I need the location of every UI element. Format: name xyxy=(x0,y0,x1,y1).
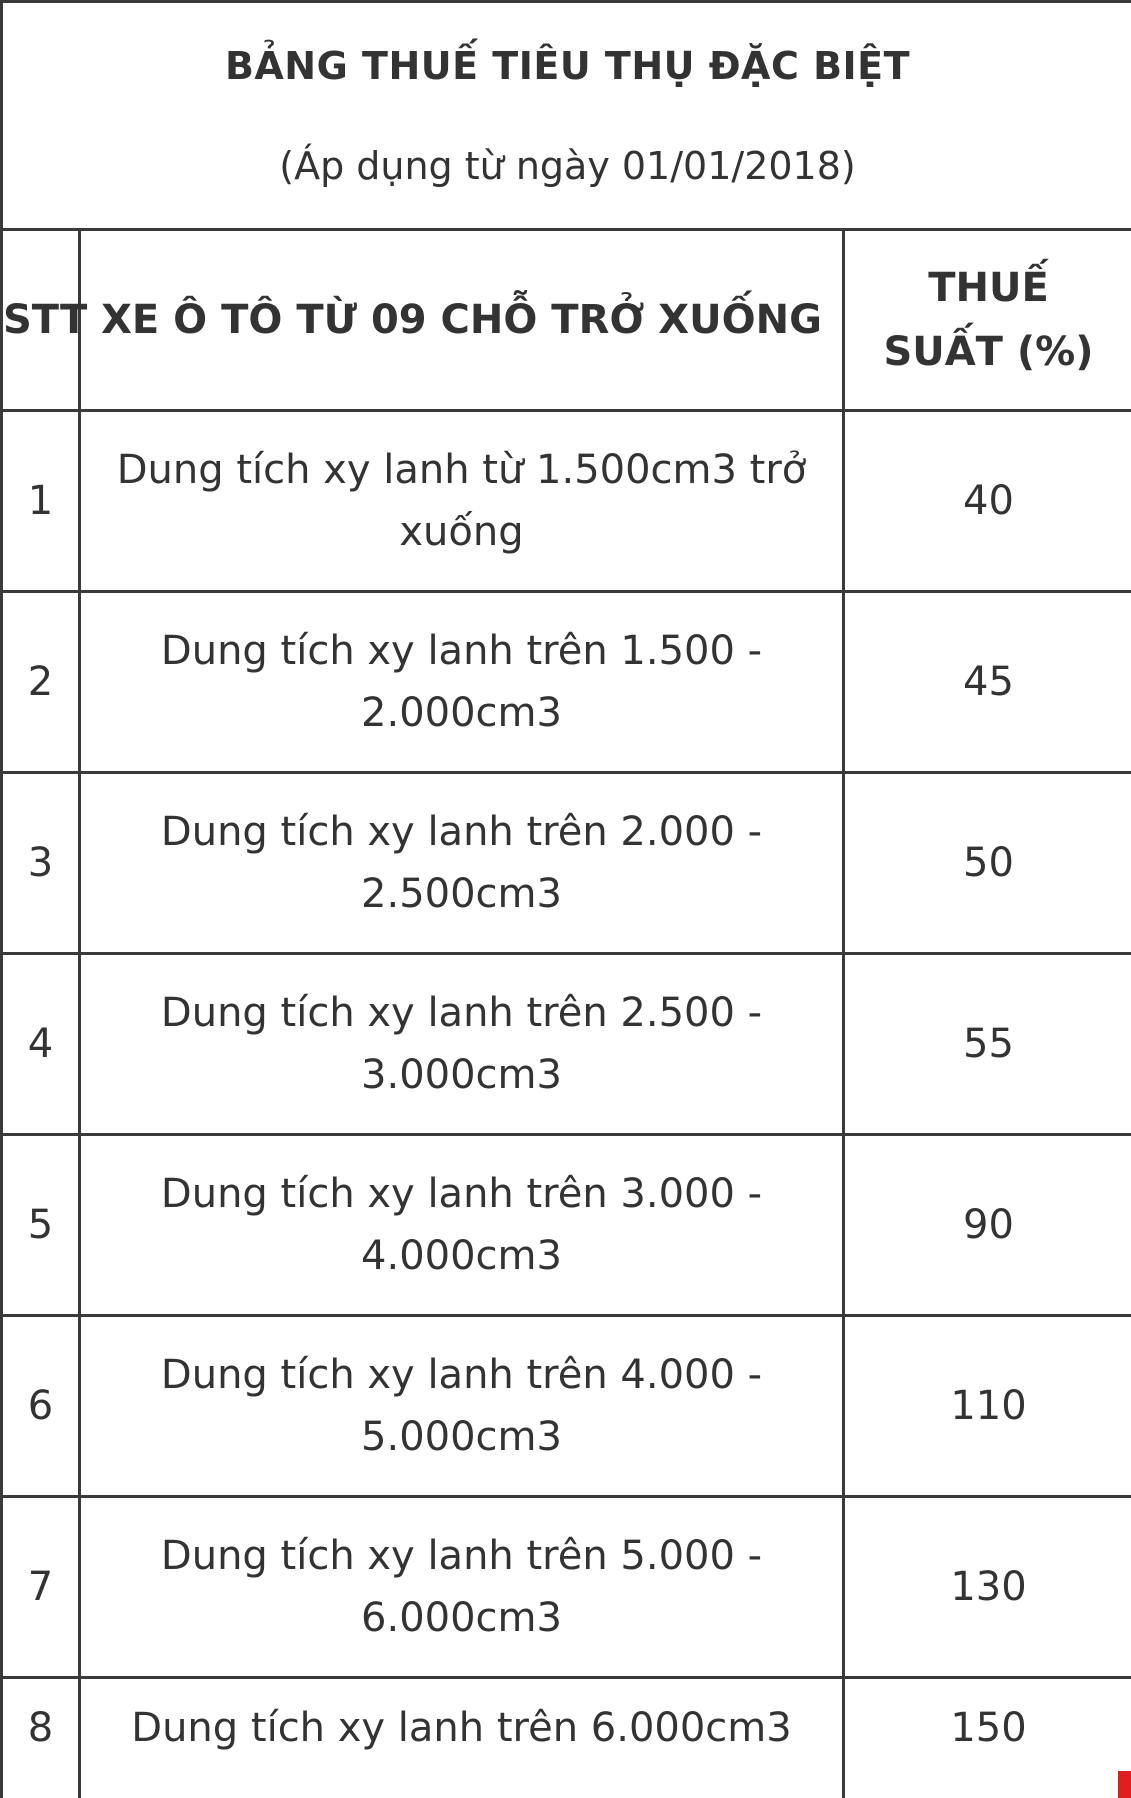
header-rate xyxy=(844,230,1131,411)
row-stt: 4 xyxy=(2,954,80,1135)
table-row xyxy=(2,411,1131,592)
row-description: Dung tích xy lanh trên 1.500 - 2.000cm3 xyxy=(80,592,844,773)
row-tax-rate: 150 xyxy=(844,1678,1131,1798)
row-tax-rate: 90 xyxy=(844,1135,1131,1316)
row-stt: 3 xyxy=(2,773,80,954)
row-tax-rate: 55 xyxy=(844,954,1131,1135)
table-title: BẢNG THUẾ TIÊU THỤ ĐẶC BIỆT xyxy=(224,43,911,88)
row-tax-rate: 50 xyxy=(844,773,1131,954)
table-subtitle: (Áp dụng từ ngày 01/01/2018) xyxy=(279,143,856,188)
table-row xyxy=(2,954,1131,1135)
table-row xyxy=(2,1497,1131,1678)
header-category: XE Ô TÔ TỪ 09 CHỖ TRỞ XUỐNG xyxy=(80,230,844,411)
table-row xyxy=(2,592,1131,773)
table-row xyxy=(2,1316,1131,1497)
row-description: Dung tích xy lanh trên 5.000 - 6.000cm3 xyxy=(80,1497,844,1678)
table-title-cell xyxy=(2,2,1131,230)
row-stt: 8 xyxy=(2,1678,80,1798)
table-row xyxy=(2,773,1131,954)
table-row xyxy=(2,1135,1131,1316)
row-tax-rate: 40 xyxy=(844,411,1131,592)
row-tax-rate: 45 xyxy=(844,592,1131,773)
row-description: Dung tích xy lanh trên 2.500 - 3.000cm3 xyxy=(80,954,844,1135)
table-header-row xyxy=(2,230,1131,411)
red-corner-mark xyxy=(1118,1771,1131,1798)
row-stt: 2 xyxy=(2,592,80,773)
row-stt: 6 xyxy=(2,1316,80,1497)
header-rate-label: THUẾ SUẤT (%) xyxy=(883,265,1094,375)
row-description: Dung tích xy lanh trên 2.000 - 2.500cm3 xyxy=(80,773,844,954)
table-title-row xyxy=(2,2,1131,230)
row-stt: 7 xyxy=(2,1497,80,1678)
row-stt: 5 xyxy=(2,1135,80,1316)
row-description: Dung tích xy lanh từ 1.500cm3 trở xuống xyxy=(80,411,844,592)
row-tax-rate: 110 xyxy=(844,1316,1131,1497)
row-stt: 1 xyxy=(2,411,80,592)
row-tax-rate: 130 xyxy=(844,1497,1131,1678)
row-description: Dung tích xy lanh trên 6.000cm3 xyxy=(80,1678,844,1798)
row-description: Dung tích xy lanh trên 4.000 - 5.000cm3 xyxy=(80,1316,844,1497)
header-stt: STT xyxy=(2,230,80,411)
row-description: Dung tích xy lanh trên 3.000 - 4.000cm3 xyxy=(80,1135,844,1316)
table-body xyxy=(2,411,1131,1798)
table-row xyxy=(2,1678,1131,1798)
